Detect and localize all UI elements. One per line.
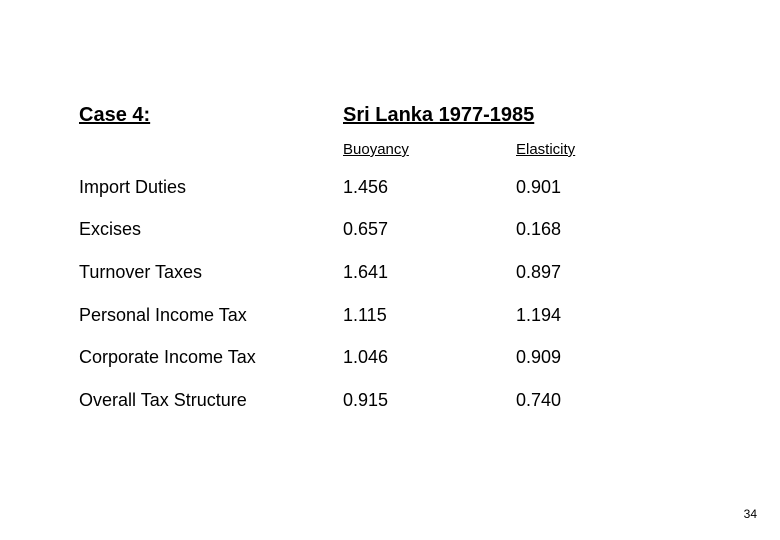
elasticity-value: 0.897 <box>516 262 562 282</box>
row-label: Corporate Income Tax <box>79 347 256 367</box>
table-title: Sri Lanka 1977-1985 <box>343 104 535 126</box>
row-label: Overall Tax Structure <box>79 390 247 410</box>
case-label: Case 4: <box>79 104 151 126</box>
buoyancy-value: 0.657 <box>343 219 389 239</box>
row-label: Personal Income Tax <box>79 305 247 325</box>
page-number: 34 <box>743 507 757 521</box>
buoyancy-value: 0.915 <box>343 390 389 410</box>
row-label: Excises <box>79 219 142 239</box>
buoyancy-value: 1.641 <box>343 262 389 282</box>
elasticity-value: 1.194 <box>516 305 562 325</box>
elasticity-value: 0.740 <box>516 390 562 410</box>
column-header-buoyancy: Buoyancy <box>343 141 409 158</box>
elasticity-value: 0.909 <box>516 347 562 367</box>
column-header-elasticity: Elasticity <box>516 141 576 158</box>
row-label: Import Duties <box>79 177 187 197</box>
elasticity-value: 0.901 <box>516 177 562 197</box>
buoyancy-value: 1.115 <box>343 305 387 325</box>
buoyancy-value: 1.456 <box>343 177 389 197</box>
buoyancy-value: 1.046 <box>343 347 389 367</box>
row-label: Turnover Taxes <box>79 262 203 282</box>
elasticity-value: 0.168 <box>516 219 562 239</box>
